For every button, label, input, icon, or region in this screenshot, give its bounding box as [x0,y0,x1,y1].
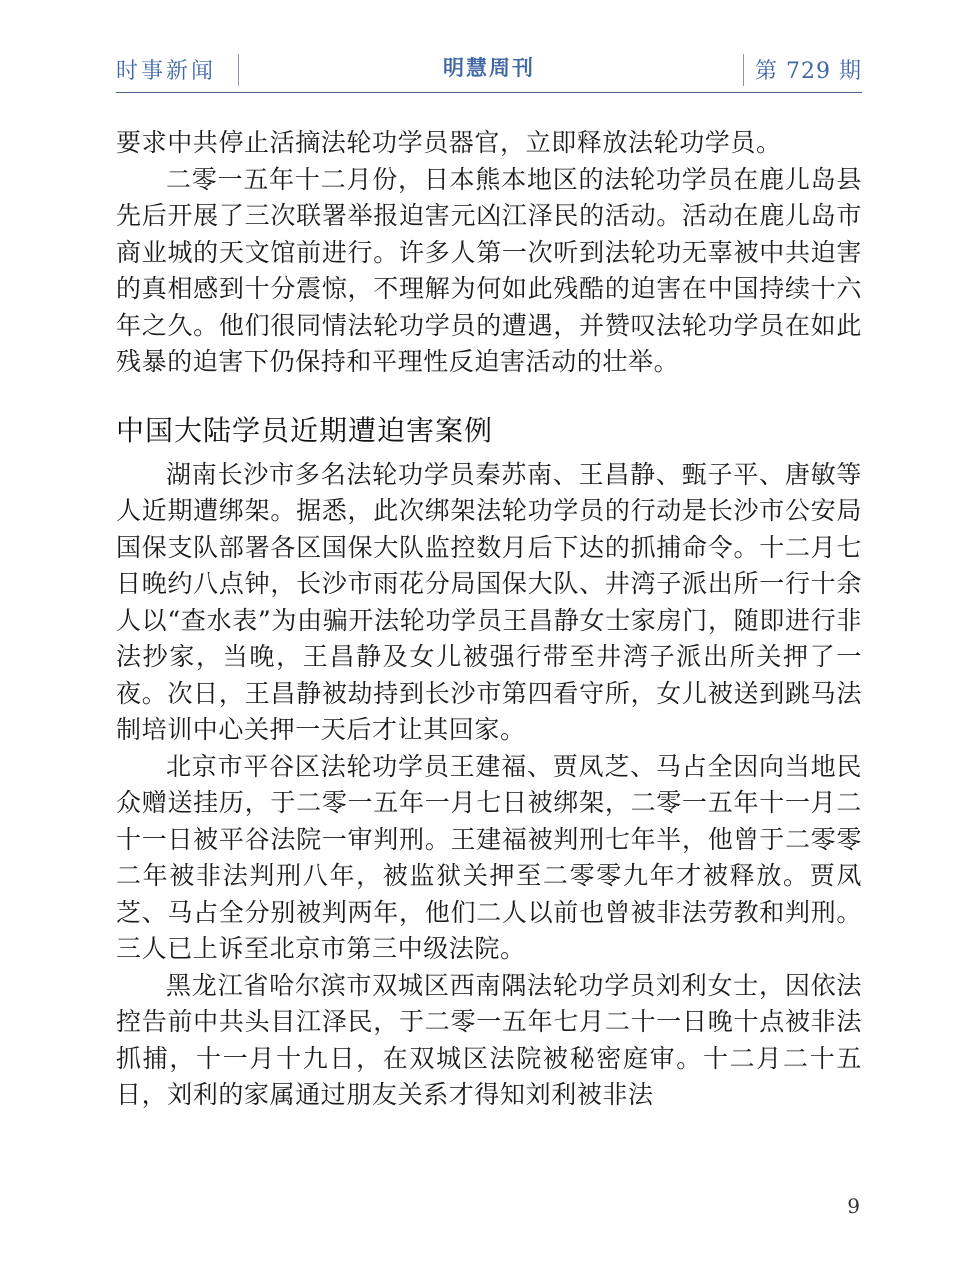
header-section-label: 时事新闻 [116,59,217,84]
running-header [116,48,862,93]
header-divider-right [743,54,744,86]
page-number: 9 [847,1194,860,1218]
paragraph-beijing: 北京市平谷区法轮功学员王建福、贾凤芝、马占全因向当地民众赠送挂历，于二零一五年一月七日被绑架，二零一五年十一月二十一日被平谷法院一审判刑。王建福被判刑七年半，他曾于二零零二年被非法判刑八年，被监狱关押至二零零九年才被释放。贾凤芝、马占全分别被判两年，他们二人以前也曾被非法劳教和判刑。三人已上诉至北京市第三中级法院。 [116,751,862,963]
paragraph-kumamoto: 二零一五年十二月份，日本熊本地区的法轮功学员在鹿儿岛县先后开展了三次联署举报迫害元凶江泽民的活动。活动在鹿儿岛市商业城的天文馆前进行。许多人第一次听到法轮功无辜被中共迫害的真相感到十分震惊，不理解为何如此残酷的迫害在中国持续十六年之久。他们很同情法轮功学员的遭遇，并赞叹法轮功学员在如此残暴的迫害下仍保持和平理性反迫害活动的壮举。 [116,164,862,376]
header-publication-title: 明慧周刊 [443,56,535,80]
section-heading: 中国大陆学员近期遭迫害案例 [116,413,494,447]
article-body [116,125,862,1114]
paragraph-heilongjiang: 黑龙江省哈尔滨市双城区西南隅法轮功学员刘利女士，因依法控告前中共头目江泽民，于二零一五年七月二十一日晚十点被非法抓捕，十一月十九日，在双城区法院被秘密庭审。十二月二十五日，刘利的家属通过朋友关系才得知刘利被非法 [116,970,862,1109]
header-issue-number: 第 729 期 [755,59,862,84]
paragraph-changsha: 湖南长沙市多名法轮功学员秦苏南、王昌静、甄子平、唐敏等人近期遭绑架。据悉，此次绑架法轮功学员的行动是长沙市公安局国保支队部署各区国保大队监控数月后下达的抓捕命令。十二月七日晚约八点钟，长沙市雨花分局国保大队、井湾子派出所一行十余人以“查水表”为由骗开法轮功学员王昌静女士家房门，随即进行非法抄家，当晚，王昌静及女儿被强行带至井湾子派出所关押了一夜。次日，王昌静被劫持到长沙市第四看守所，女儿被送到跳马法制培训中心关押一天后才让其回家。 [116,459,862,744]
paragraph-continued: 要求中共停止活摘法轮功学员器官，立即释放法轮功学员。 [116,128,782,157]
